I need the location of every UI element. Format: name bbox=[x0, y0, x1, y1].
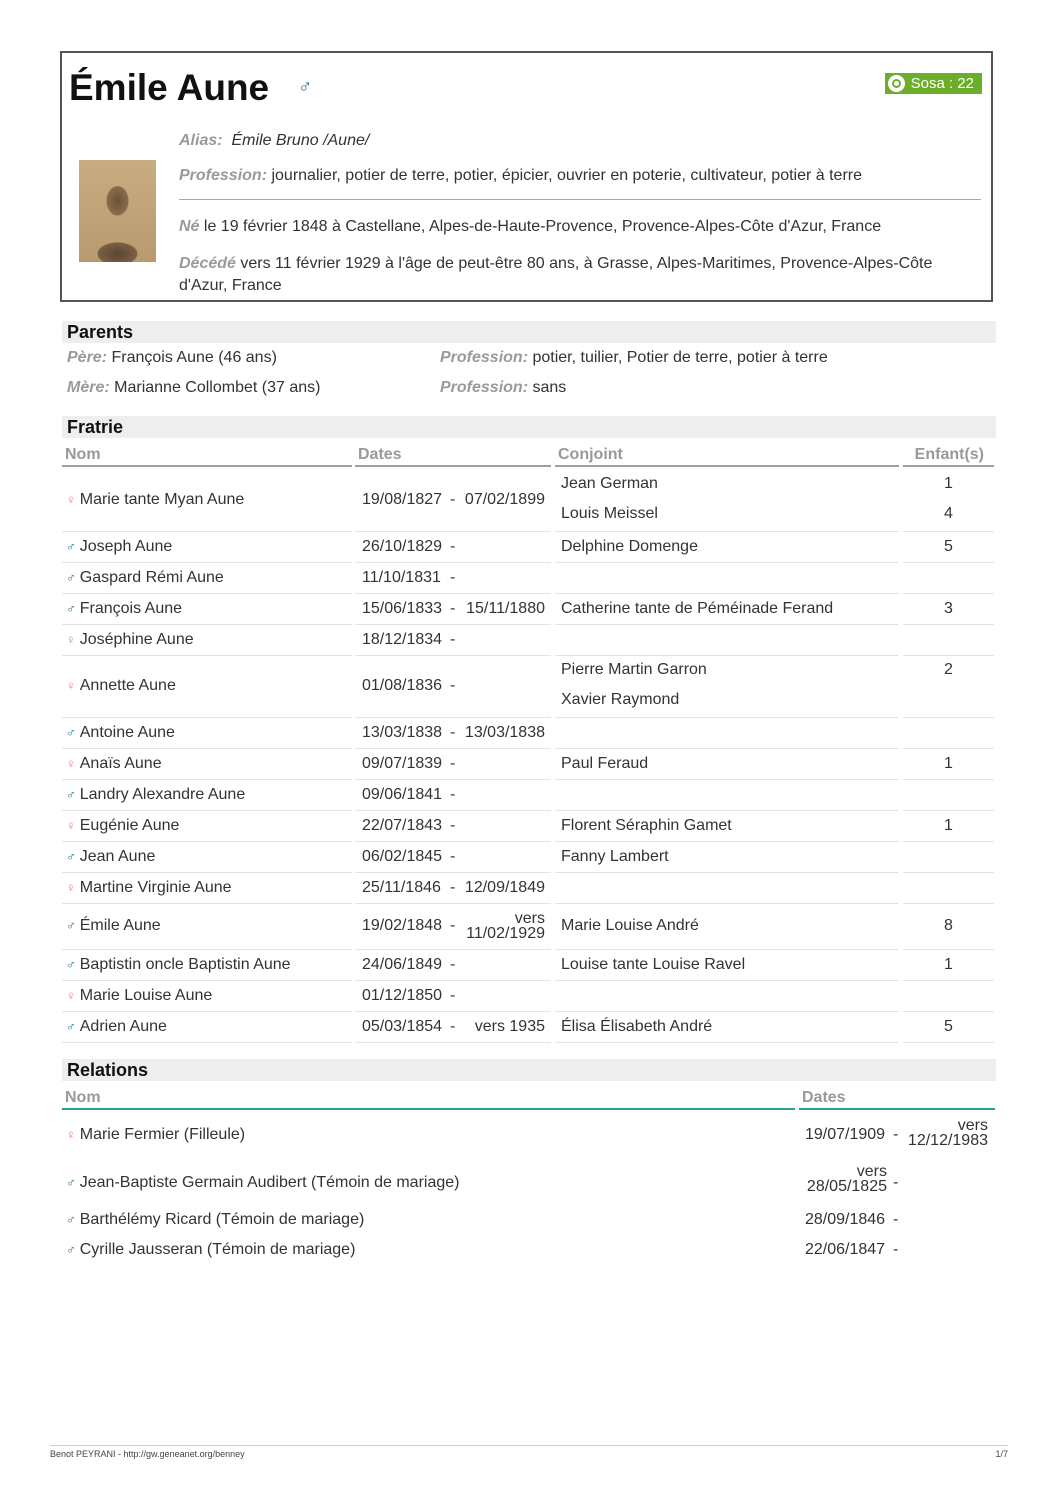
death-date: 07/02/1899 bbox=[464, 491, 545, 508]
row-divider bbox=[355, 655, 551, 656]
male-icon: ♂ bbox=[66, 956, 76, 972]
row-divider bbox=[903, 531, 994, 532]
spouse-link[interactable]: Catherine tante de Péméinade Ferand bbox=[561, 599, 834, 617]
relation-end-date: vers 12/12/1983 bbox=[907, 1117, 988, 1149]
death-value-1: vers 11 février 1929 à l'âge de peut-être 80 ans, à Grasse, Alpes-Maritimes, Provence-Alpes-Côte bbox=[240, 255, 933, 272]
footer-left: Benot PEYRANI - http://gw.geneanet.org/benney bbox=[50, 1449, 245, 1459]
row-divider bbox=[555, 841, 899, 842]
row-divider bbox=[355, 624, 551, 625]
birth-date: 06/02/1845 bbox=[362, 847, 443, 865]
female-icon: ♀ bbox=[66, 987, 76, 1003]
row-divider bbox=[355, 779, 551, 780]
birth-date: 01/12/1850 bbox=[362, 986, 443, 1004]
row-divider bbox=[355, 903, 551, 904]
row-divider bbox=[355, 872, 551, 873]
spouse-link[interactable]: Fanny Lambert bbox=[561, 847, 669, 865]
female-icon: ♀ bbox=[66, 631, 76, 647]
fratrie-name-cell bbox=[66, 677, 176, 695]
row-divider bbox=[355, 841, 551, 842]
row-divider bbox=[62, 872, 352, 873]
parents-heading: Parents bbox=[62, 321, 996, 343]
person-link[interactable]: Émile Aune bbox=[79, 917, 161, 934]
fratrie-col-nom: Nom bbox=[62, 445, 352, 467]
row-divider bbox=[62, 841, 352, 842]
row-divider bbox=[555, 562, 899, 563]
birth-value: le 19 février 1848 à Castellane, Alpes-de-Haute-Provence, Provence-Alpes-Côte d'Azur, France bbox=[203, 218, 882, 235]
row-divider bbox=[555, 624, 899, 625]
alias-line bbox=[179, 132, 981, 150]
fratrie-name-cell bbox=[66, 491, 244, 509]
person-photo bbox=[79, 160, 156, 262]
row-divider bbox=[355, 531, 551, 532]
fratrie-name-cell bbox=[66, 917, 161, 935]
row-divider bbox=[555, 748, 899, 749]
row-divider bbox=[555, 903, 899, 904]
spouse-link[interactable]: Louis Meissel bbox=[561, 505, 658, 522]
male-icon: ♂ bbox=[66, 848, 76, 864]
fratrie-name-cell bbox=[66, 1018, 167, 1036]
death-date: 15/11/1880 bbox=[466, 599, 545, 617]
children-count: 3 bbox=[944, 599, 953, 617]
row-divider bbox=[555, 980, 899, 981]
mother-prof-value: sans bbox=[532, 379, 567, 396]
children-count: 2 bbox=[944, 661, 953, 678]
footer-page: 1/7 bbox=[995, 1449, 1008, 1459]
fratrie-name-cell bbox=[66, 569, 224, 587]
father-prof-value: potier, tuilier, Potier de terre, potier à terre bbox=[532, 349, 828, 366]
person-link[interactable]: Cyrille Jausseran (Témoin de mariage) bbox=[79, 1241, 356, 1258]
row-divider bbox=[62, 562, 352, 563]
row-divider bbox=[555, 1042, 899, 1043]
row-divider bbox=[555, 655, 899, 656]
male-icon: ♂ bbox=[66, 569, 76, 585]
row-divider bbox=[555, 810, 899, 811]
row-divider bbox=[555, 872, 899, 873]
fratrie-name-cell bbox=[66, 956, 291, 974]
row-divider bbox=[555, 717, 899, 718]
date-separator: - bbox=[893, 1126, 899, 1143]
date-separator: - bbox=[450, 677, 456, 694]
row-divider bbox=[62, 1042, 352, 1043]
spouse-link[interactable]: Pierre Martin Garron bbox=[561, 661, 707, 678]
row-divider bbox=[62, 531, 352, 532]
male-icon: ♂ bbox=[66, 538, 76, 554]
date-separator: - bbox=[450, 816, 456, 834]
birth-date: 09/06/1841 bbox=[362, 785, 443, 803]
person-link[interactable]: Adrien Aune bbox=[79, 1017, 167, 1035]
female-icon: ♀ bbox=[66, 1127, 76, 1142]
row-divider bbox=[555, 593, 899, 594]
date-separator: - bbox=[450, 878, 456, 896]
date-separator: - bbox=[450, 630, 456, 648]
row-divider bbox=[62, 717, 352, 718]
male-icon: ♂ bbox=[66, 918, 76, 933]
date-separator: - bbox=[893, 1211, 899, 1228]
fratrie-name-cell bbox=[66, 848, 155, 866]
date-separator: - bbox=[450, 917, 456, 934]
children-count: 1 bbox=[944, 754, 953, 772]
row-divider bbox=[555, 531, 899, 532]
row-divider bbox=[903, 624, 994, 625]
row-divider bbox=[903, 717, 994, 718]
person-card bbox=[60, 51, 993, 302]
death-date: vers 1935 bbox=[474, 1017, 545, 1035]
father-label: Père: bbox=[67, 349, 108, 366]
person-link[interactable]: Landry Alexandre Aune bbox=[79, 785, 246, 803]
profession-label: Profession: bbox=[179, 167, 268, 184]
mother-prof-label: Profession: bbox=[440, 379, 529, 396]
death-value-2: d'Azur, France bbox=[179, 277, 282, 294]
male-icon: ♂ bbox=[66, 1212, 76, 1227]
children-count: 1 bbox=[944, 816, 953, 834]
row-divider bbox=[903, 593, 994, 594]
male-icon: ♂ bbox=[66, 1018, 76, 1034]
row-divider bbox=[62, 1011, 352, 1012]
row-divider bbox=[355, 949, 551, 950]
spouse-link[interactable]: Florent Séraphin Gamet bbox=[561, 816, 732, 834]
date-separator: - bbox=[450, 537, 456, 555]
row-divider bbox=[62, 810, 352, 811]
birth-date: 18/12/1834 bbox=[362, 630, 443, 648]
birth-date: 01/08/1836 bbox=[362, 677, 443, 694]
row-divider bbox=[62, 980, 352, 981]
row-divider bbox=[555, 949, 899, 950]
birth-label: Né bbox=[179, 218, 200, 235]
date-separator: - bbox=[450, 723, 456, 741]
date-separator: - bbox=[450, 986, 456, 1004]
profession-value: journalier, potier de terre, potier, épicier, ouvrier en poterie, cultivateur, potier à terre bbox=[271, 167, 863, 184]
relation-start-date: 22/06/1847 bbox=[805, 1241, 886, 1258]
person-link[interactable]: Antoine Aune bbox=[79, 723, 175, 741]
divider bbox=[179, 199, 981, 200]
male-icon: ♂ bbox=[66, 724, 76, 740]
row-divider bbox=[903, 980, 994, 981]
male-icon: ♂ bbox=[66, 600, 76, 616]
row-divider bbox=[903, 655, 994, 656]
mother-link[interactable]: Marianne Collombet (37 ans) bbox=[114, 379, 321, 396]
death-line bbox=[179, 253, 981, 297]
person-link[interactable]: Joséphine Aune bbox=[79, 630, 194, 648]
birth-date: 09/07/1839 bbox=[362, 754, 443, 772]
row-divider bbox=[62, 949, 352, 950]
male-icon: ♂ bbox=[66, 1242, 76, 1257]
fratrie-col-enfants: Enfant(s) bbox=[903, 445, 994, 467]
children-count: 4 bbox=[944, 505, 953, 522]
relation-start-date: vers 28/05/1825 bbox=[806, 1163, 887, 1195]
fratrie-name-cell bbox=[66, 631, 194, 649]
date-separator: - bbox=[450, 754, 456, 772]
person-link[interactable]: Jean-Baptiste Germain Audibert (Témoin de mariage) bbox=[79, 1174, 460, 1191]
row-divider bbox=[903, 779, 994, 780]
date-separator: - bbox=[893, 1174, 899, 1191]
row-divider bbox=[355, 980, 551, 981]
birth-date: 22/07/1843 bbox=[362, 816, 443, 834]
sosa-icon bbox=[888, 75, 905, 92]
row-divider bbox=[62, 779, 352, 780]
father-profession bbox=[440, 349, 828, 367]
row-divider bbox=[355, 810, 551, 811]
row-divider bbox=[355, 1042, 551, 1043]
person-link[interactable]: Gaspard Rémi Aune bbox=[79, 568, 224, 586]
relation-name-cell bbox=[66, 1241, 355, 1259]
row-divider bbox=[903, 748, 994, 749]
date-separator: - bbox=[450, 491, 456, 508]
father-prof-label: Profession: bbox=[440, 349, 529, 366]
children-count: 5 bbox=[944, 537, 953, 555]
male-icon: ♂ bbox=[66, 1175, 76, 1190]
date-separator: - bbox=[450, 568, 456, 586]
birth-date: 13/03/1838 bbox=[362, 723, 443, 741]
mother-line bbox=[67, 379, 320, 397]
person-name: Émile Aune bbox=[69, 67, 270, 108]
row-divider bbox=[903, 903, 994, 904]
fratrie-name-cell bbox=[66, 600, 182, 618]
fratrie-name-cell bbox=[66, 724, 175, 742]
row-divider bbox=[355, 593, 551, 594]
mother-profession bbox=[440, 379, 566, 397]
death-date: 12/09/1849 bbox=[464, 878, 545, 896]
birth-date: 19/08/1827 bbox=[362, 491, 443, 508]
birth-line bbox=[179, 218, 981, 236]
relation-name-cell bbox=[66, 1211, 364, 1229]
birth-date: 25/11/1846 bbox=[362, 878, 441, 896]
alias-label: Alias: bbox=[179, 132, 223, 149]
male-gender-icon: ♂ bbox=[298, 77, 313, 98]
row-divider bbox=[62, 903, 352, 904]
relations-heading: Relations bbox=[62, 1059, 996, 1081]
person-link[interactable]: Baptistin oncle Baptistin Aune bbox=[79, 955, 291, 973]
fratrie-col-conjoint: Conjoint bbox=[555, 445, 899, 467]
row-divider bbox=[355, 562, 551, 563]
date-separator: - bbox=[450, 785, 456, 803]
birth-date: 05/03/1854 bbox=[362, 1017, 443, 1035]
children-count: 1 bbox=[944, 475, 953, 492]
person-link[interactable]: Eugénie Aune bbox=[79, 816, 180, 834]
footer-divider bbox=[50, 1445, 1008, 1446]
row-divider bbox=[355, 717, 551, 718]
relation-name-cell bbox=[66, 1174, 459, 1192]
date-separator: - bbox=[450, 847, 456, 865]
children-count: 8 bbox=[944, 917, 953, 934]
person-link[interactable]: Marie Fermier (Filleule) bbox=[79, 1126, 246, 1143]
fratrie-name-cell bbox=[66, 879, 232, 897]
row-divider bbox=[555, 1011, 899, 1012]
person-link[interactable]: Barthélémy Ricard (Témoin de mariage) bbox=[79, 1211, 365, 1228]
row-divider bbox=[903, 841, 994, 842]
female-icon: ♀ bbox=[66, 879, 76, 895]
relation-name-cell bbox=[66, 1126, 245, 1144]
relation-start-date: 28/09/1846 bbox=[805, 1211, 886, 1228]
profession-line bbox=[179, 167, 981, 185]
spouse-link[interactable]: Xavier Raymond bbox=[561, 691, 680, 708]
sosa-badge[interactable] bbox=[885, 73, 982, 94]
birth-date: 26/10/1829 bbox=[362, 537, 443, 555]
death-label: Décédé bbox=[179, 255, 236, 272]
female-icon: ♀ bbox=[66, 678, 76, 693]
person-link[interactable]: Joseph Aune bbox=[79, 537, 173, 555]
relations-col-dates: Dates bbox=[799, 1088, 995, 1110]
spouse-link[interactable]: Delphine Domenge bbox=[561, 537, 698, 555]
female-icon: ♀ bbox=[66, 755, 76, 771]
row-divider bbox=[62, 593, 352, 594]
spouse-link[interactable]: Élisa Élisabeth André bbox=[561, 1017, 713, 1035]
fratrie-name-cell bbox=[66, 987, 212, 1005]
alias-value: Émile Bruno /Aune/ bbox=[231, 132, 370, 149]
row-divider bbox=[903, 810, 994, 811]
death-date: vers 11/02/1929 bbox=[466, 910, 545, 942]
person-link[interactable]: Jean Aune bbox=[79, 847, 156, 865]
birth-date: 24/06/1849 bbox=[362, 955, 443, 973]
person-link[interactable]: François Aune bbox=[79, 599, 183, 617]
fratrie-name-cell bbox=[66, 786, 245, 804]
date-separator: - bbox=[450, 1017, 456, 1035]
row-divider bbox=[355, 748, 551, 749]
fratrie-col-dates: Dates bbox=[355, 445, 551, 467]
sosa-label: Sosa : 22 bbox=[910, 75, 974, 92]
father-link[interactable]: François Aune (46 ans) bbox=[111, 349, 277, 366]
male-icon: ♂ bbox=[66, 786, 76, 802]
date-separator: - bbox=[893, 1241, 899, 1258]
person-link[interactable]: Marie tante Myan Aune bbox=[79, 491, 245, 508]
female-icon: ♀ bbox=[66, 817, 76, 833]
children-count: 1 bbox=[944, 955, 953, 973]
female-icon: ♀ bbox=[66, 492, 76, 507]
fratrie-name-cell bbox=[66, 755, 162, 773]
row-divider bbox=[903, 1042, 994, 1043]
spouse-link[interactable]: Marie Louise André bbox=[561, 917, 699, 934]
mother-label: Mère: bbox=[67, 379, 110, 396]
person-link[interactable]: Anaïs Aune bbox=[79, 754, 162, 772]
children-count: 5 bbox=[944, 1017, 953, 1035]
row-divider bbox=[903, 949, 994, 950]
person-link[interactable]: Annette Aune bbox=[79, 677, 176, 694]
row-divider bbox=[62, 655, 352, 656]
date-separator: - bbox=[450, 599, 456, 617]
death-date: 13/03/1838 bbox=[464, 723, 545, 741]
person-link[interactable]: Marie Louise Aune bbox=[79, 986, 213, 1004]
father-line bbox=[67, 349, 277, 367]
fratrie-heading: Fratrie bbox=[62, 416, 996, 438]
relations-col-nom: Nom bbox=[62, 1088, 795, 1110]
fratrie-name-cell bbox=[66, 538, 172, 556]
spouse-link[interactable]: Jean German bbox=[561, 475, 658, 492]
row-divider bbox=[62, 624, 352, 625]
relation-start-date: 19/07/1909 bbox=[805, 1126, 886, 1143]
birth-date: 11/10/1831 bbox=[362, 568, 441, 586]
person-link[interactable]: Martine Virginie Aune bbox=[79, 878, 232, 896]
row-divider bbox=[355, 1011, 551, 1012]
spouse-link[interactable]: Louise tante Louise Ravel bbox=[561, 955, 746, 973]
date-separator: - bbox=[450, 955, 456, 973]
fratrie-name-cell bbox=[66, 817, 179, 835]
spouse-link[interactable]: Paul Feraud bbox=[561, 754, 649, 772]
row-divider bbox=[62, 748, 352, 749]
birth-date: 19/02/1848 bbox=[362, 917, 443, 934]
row-divider bbox=[555, 779, 899, 780]
birth-date: 15/06/1833 bbox=[362, 599, 443, 617]
row-divider bbox=[903, 1011, 994, 1012]
row-divider bbox=[903, 562, 994, 563]
row-divider bbox=[903, 872, 994, 873]
